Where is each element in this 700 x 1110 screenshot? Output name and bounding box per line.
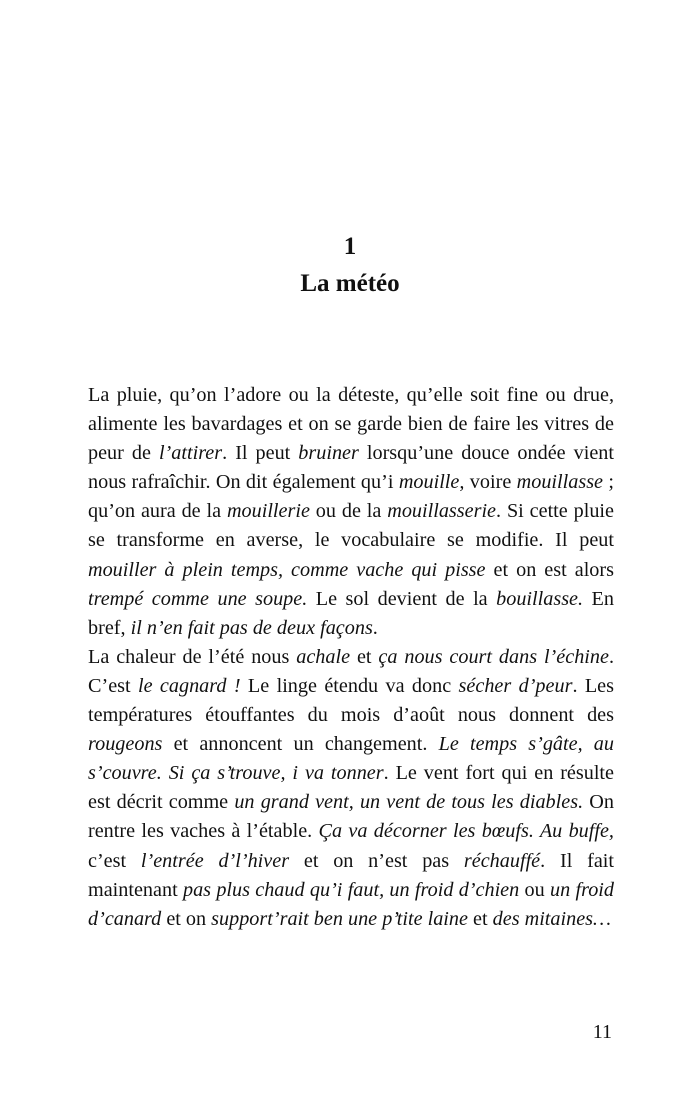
chapter-title: La météo — [300, 270, 400, 297]
text-run: . — [372, 616, 378, 639]
text-run: La chaleur de l’été nous — [88, 645, 297, 668]
text-run: c’est — [88, 849, 141, 872]
paragraph — [88, 643, 614, 934]
italic-text-run: mouillerie — [226, 500, 310, 523]
italic-text-run: des mitaines… — [492, 907, 611, 930]
text-run: et on n’est pas — [289, 849, 464, 872]
italic-text-run: ça nous court dans l’échine — [378, 645, 609, 668]
chapter-number: 1 — [343, 233, 357, 260]
text-run: . C’est — [88, 645, 615, 697]
italic-text-run: le cagnard ! — [137, 674, 241, 697]
text-run: Le linge étendu va donc — [240, 674, 459, 697]
text-run: voire — [464, 471, 517, 494]
italic-text-run: mouillasse — [516, 471, 604, 494]
italic-text-run: mouillasserie — [387, 500, 497, 523]
text-run: ou — [519, 878, 551, 901]
body-text — [88, 381, 614, 934]
paragraph — [88, 381, 614, 643]
italic-text-run: pas plus chaud qu’i faut, un froid d’chien — [182, 878, 520, 901]
italic-text-run: trempé comme une soupe. — [88, 587, 308, 610]
page-number: 11 — [592, 1021, 612, 1043]
text-run: et — [350, 645, 379, 668]
text-run: . Le vent fort qui en résulte est décrit comme — [88, 762, 615, 814]
italic-text-run: réchauffé — [463, 849, 541, 872]
italic-text-run: un froid d’canard — [88, 878, 615, 930]
text-run: ou de la — [309, 500, 388, 523]
italic-text-run: Le temps s’gâte, au s’couvre. Si ça s’trouve, i va tonner — [88, 733, 614, 785]
italic-text-run: un grand vent, un vent de tous les diables. — [234, 791, 584, 814]
text-run: et — [467, 907, 493, 930]
text-run: On rentre les vaches à l’étable. — [88, 791, 614, 843]
text-run: . Il fait maintenant — [88, 849, 614, 901]
text-run: et on est alors — [485, 558, 614, 581]
text-run: Le sol devient de la — [307, 587, 497, 610]
italic-text-run: l’entrée d’l’hiver — [140, 849, 290, 872]
chapter-heading — [0, 228, 700, 302]
text-run: En bref, — [88, 587, 614, 639]
italic-text-run: mouille, — [398, 471, 465, 494]
text-run: La pluie, qu’on l’adore ou la déteste, qu’elle soit fine ou drue, alimente les bavardages et on se garde bien de faire les vitres de peur de — [88, 384, 614, 465]
text-run: ; qu’on aura de la — [88, 471, 614, 523]
text-run: . Si cette pluie se transforme en averse, le vocabulaire se modifie. Il peut — [88, 500, 614, 552]
text-run: . Les températures étouffantes du mois d’août nous donnent des — [88, 674, 615, 727]
italic-text-run: rougeons — [88, 733, 163, 756]
italic-text-run: mouiller à plein temps, comme vache qui pisse — [88, 558, 486, 581]
italic-text-run: il n’en fait pas de deux façons — [130, 616, 373, 639]
italic-text-run: bouillasse. — [496, 587, 584, 610]
italic-text-run: sécher d’peur — [458, 674, 573, 697]
text-run: . Il peut — [222, 442, 299, 465]
text-run: et annoncent un changement. — [162, 733, 439, 756]
italic-text-run: Ça va décorner les bœufs. Au buffe, — [318, 820, 614, 843]
italic-text-run: support’rait ben une p’tite laine — [211, 907, 468, 930]
italic-text-run: achale — [296, 645, 351, 668]
text-run: et on — [161, 907, 212, 930]
italic-text-run: bruiner — [298, 442, 359, 465]
text-run: lorsqu’une douce ondée vient nous rafraîchir. On dit également qu’i — [88, 442, 614, 494]
italic-text-run: l’attirer — [158, 442, 223, 465]
